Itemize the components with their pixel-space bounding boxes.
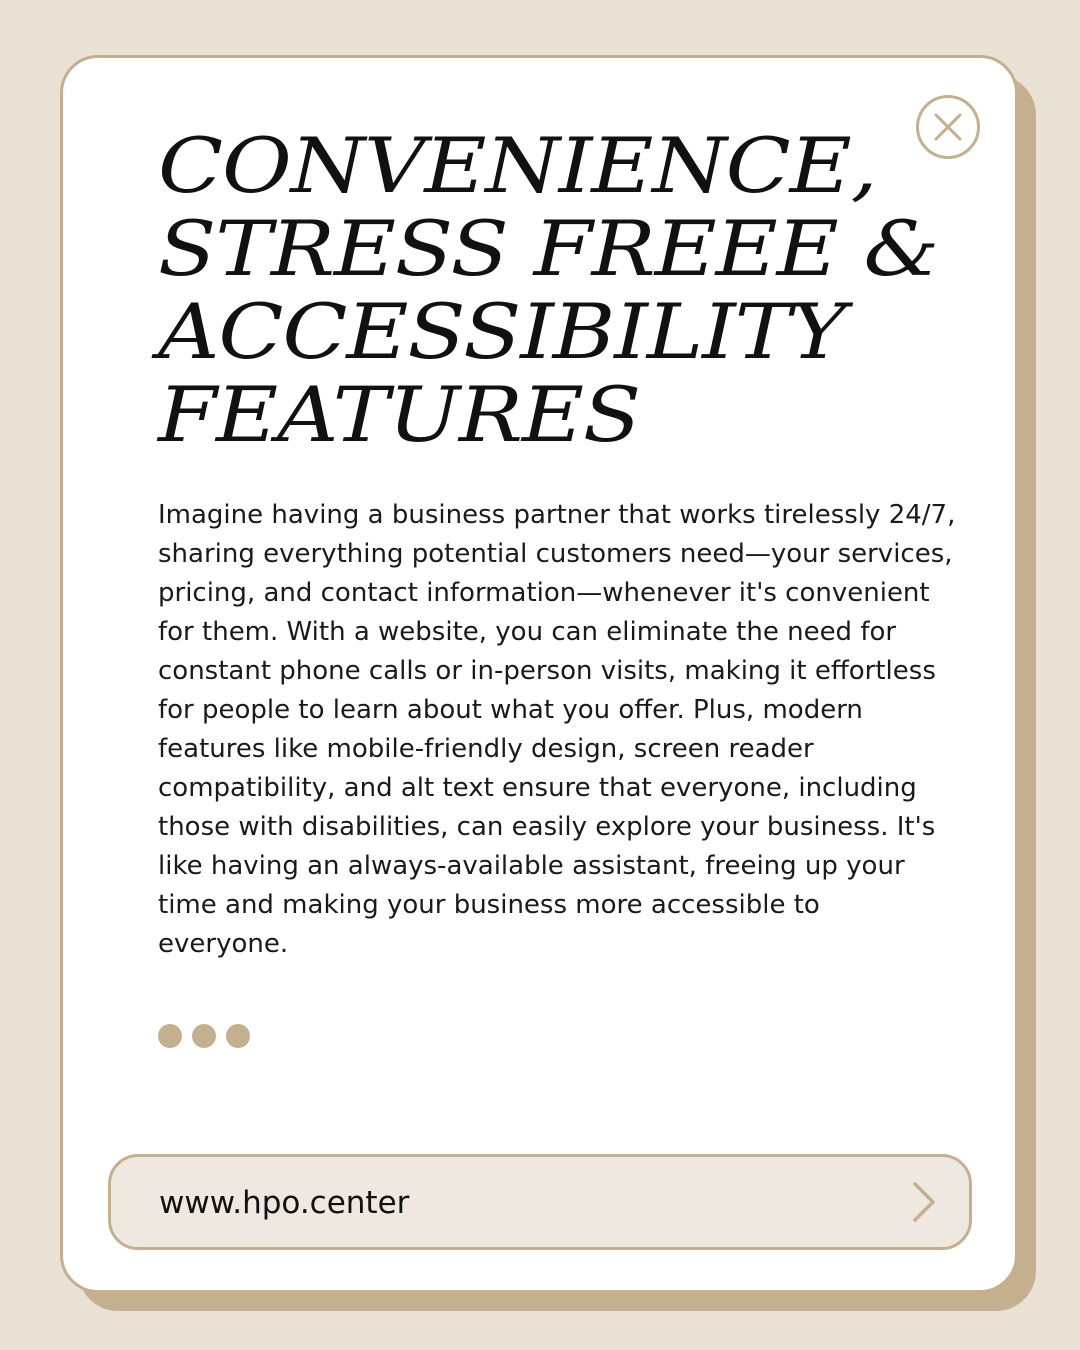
pagination-dots: [158, 1024, 250, 1048]
dot: [158, 1024, 182, 1048]
url-bar[interactable]: [108, 1154, 972, 1250]
dot: [226, 1024, 250, 1048]
dot: [192, 1024, 216, 1048]
url-text[interactable]: www.hpo.center: [159, 1185, 410, 1221]
body-text: Imagine having a business partner that works tirelessly 24/7, sharing everything potential customers need—your services, pricing, and contact information—whenever it's convenient for them. With a website, you can eliminate the need for constant phone calls or in-person visits, making it effortless for people to learn about what you offer. Plus, modern features like mobile-friendly design, screen reader compatibility, and alt text ensure that everyone, including those with disabilities, can easily explore your business. It's like having an always-available assistant, freeing up your time and making your business more accessible to everyone.: [158, 500, 956, 959]
go-button[interactable]: [901, 1179, 947, 1225]
headline: CONVENIENCE, STRESS FREEE & ACCESSIBILITY FEATURES: [158, 121, 939, 459]
chevron-right-icon: [909, 1181, 939, 1223]
